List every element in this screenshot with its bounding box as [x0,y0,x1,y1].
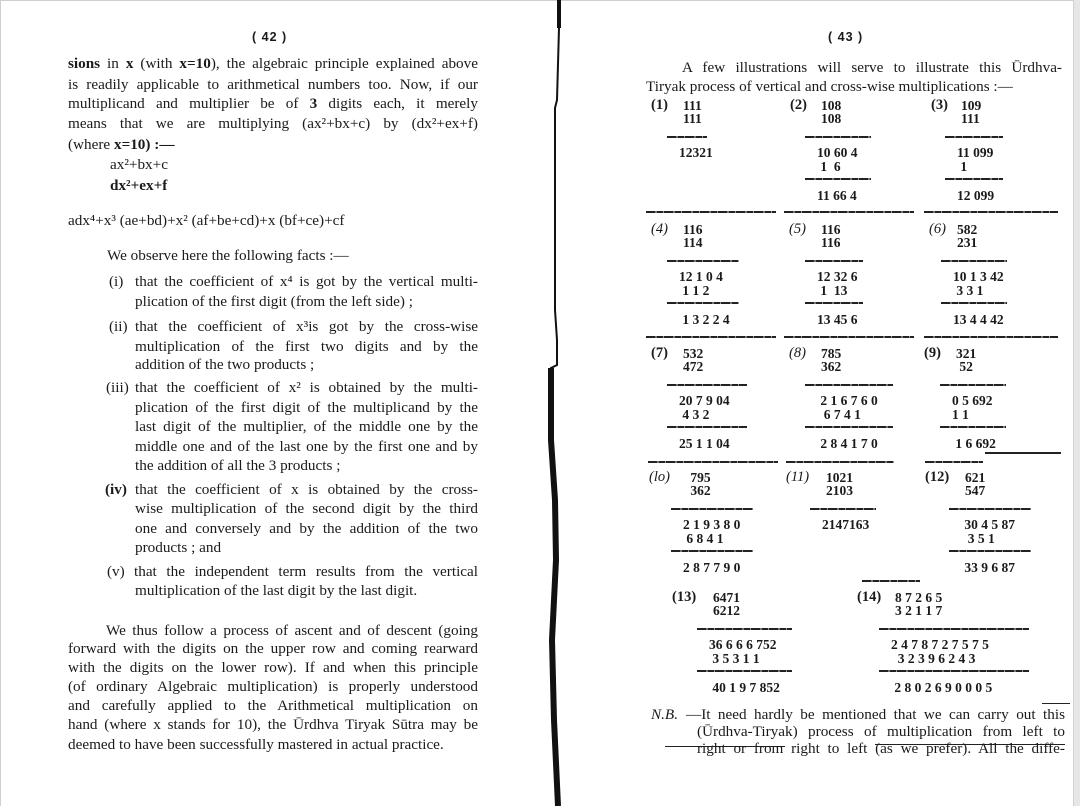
example-partial-product: 12321 [679,145,713,160]
example-multiplier: 362 [687,483,711,498]
sum-rule [805,426,893,428]
row-separator [784,336,914,338]
underline-rule [1042,703,1070,704]
opening-line-4: means that we are multiplying (ax²+bx+c) by (dx²+ex+f) [68,115,478,132]
intro-line-1: A few illustrations will serve to illustrate this Ūrdhva- [682,59,1062,76]
example-carry: 6 7 4 1 [817,407,861,422]
example-result: 2 8 4 1 7 0 [817,436,878,451]
fact-line: that the coefficient of x³is got by the cross-wise [135,318,478,335]
example-result: 25 1 1 04 [679,436,730,451]
fact-number: (v) [107,563,125,580]
example-result: 1 6 692 [952,436,996,451]
sum-rule [941,260,1007,262]
example-multiplicand: 321 [956,346,977,361]
sum-rule [940,426,1006,428]
example-multiplier: 114 [683,235,703,250]
example-partial-product: 2 4 7 8 7 2 7 5 7 5 [891,637,989,652]
example-multiplicand: 108 [821,98,842,113]
example-multiplier: 3 2 1 1 7 [895,603,943,618]
example-partial-product: 30 4 5 87 [961,517,1015,532]
sum-rule [667,260,739,262]
closing-line: and carefully applied to the Arithmetical multiplication on [68,697,478,714]
example-multiplicand: 785 [821,346,842,361]
fact-line: one and conversely and by the addition of the two [135,520,478,537]
fact-line: middle one and of the last one by the first one and by [135,438,478,455]
example-multiplicand: 116 [683,222,703,237]
example-label: (lo) [649,469,670,485]
sum-rule [805,384,893,386]
example-result: 13 4 4 42 [953,312,1004,327]
row-separator [925,461,983,463]
row-separator [784,211,914,213]
nb-line: right or from right to left (as we prefer). All the diffe- [697,740,1065,757]
sum-rule [667,384,747,386]
example-multiplicand: 116 [821,222,841,237]
example-multiplicand: 582 [957,222,978,237]
example-partial-product: 12 32 6 [817,269,858,284]
example-carry: 1 1 [952,407,969,422]
sum-rule [667,302,739,304]
sum-rule [805,260,863,262]
nb-label: N.B. [651,706,679,723]
example-label: (1) [651,97,668,113]
row-separator [646,336,776,338]
nb-line: (Ūrdhva-Tiryak) process of multiplication from left to [697,723,1065,740]
example-result: 13 45 6 [817,312,858,327]
fact-line: addition of the two products ; [135,356,315,373]
example-label: (2) [790,97,807,113]
example-multiplier: 111 [961,111,980,126]
example-carry: 3 3 1 [953,283,984,298]
example-multiplicand: 621 [965,470,986,485]
example-result: 2 8 7 7 9 0 [683,560,741,575]
example-partial-product: 2147163 [822,517,870,532]
fact-line: that the coefficient of x is obtained by the cross- [135,481,478,498]
sum-rule [879,628,1029,630]
fact-line: plication of the first digit of the multiplicand by the [135,399,478,416]
example-partial-product: 11 099 [957,145,994,160]
sum-rule [805,136,871,138]
example-label: (14) [857,589,882,605]
closing-line: forward with the digits on the upper row and coming rearward [68,640,478,657]
example-carry: 1 1 2 [679,283,710,298]
example-result: 12 099 [957,188,995,203]
example-multiplier: 472 [683,359,704,374]
fact-line: last digit of the multiplier, of the middle one by the [135,418,478,435]
closing-line: with the digits on the lower row). If and when this principle [68,659,478,676]
sum-rule [941,302,1007,304]
fact-line: the addition of all the 3 products ; [135,457,341,474]
example-multiplier: 111 [683,111,702,126]
page-number: ( 42 ) [252,30,288,44]
row-separator [786,461,894,463]
opening-line-5: (where x=10) :— [68,136,175,153]
example-partial-product: 12 1 0 4 [679,269,723,284]
sum-rule [805,302,863,304]
example-multiplicand: 795 [687,470,711,485]
sum-rule [671,508,753,510]
example-multiplicand: 109 [961,98,982,113]
example-label: (12) [925,469,950,485]
row-separator [648,461,778,463]
example-carry: 3 5 1 [961,531,995,546]
closing-line: We thus follow a process of ascent and of descent (going [106,622,478,639]
example-multiplier: 2103 [826,483,853,498]
example-multiplier: 108 [821,111,842,126]
closing-line: deemed to have been successfully mastered in actual practice. [68,736,444,753]
fact-line: multiplication of the last digit by the last digit. [135,582,418,599]
sum-rule [949,508,1031,510]
example-label: (8) [789,345,806,361]
example-label: (5) [789,221,806,237]
example-carry: 1 [957,159,968,174]
sum-rule [945,136,1003,138]
sum-rule [805,178,871,180]
example-multiplicand: 111 [683,98,702,113]
example-result: 1 3 2 2 4 [679,312,730,327]
fact-line: multiplication of the first two digits and by the [135,338,478,355]
example-multiplicand: 532 [683,346,704,361]
row-separator [862,580,920,582]
sum-rule [667,136,707,138]
example-multiplier: 116 [821,235,841,250]
example-label: (7) [651,345,668,361]
row-separator [646,211,776,213]
example-partial-product: 20 7 9 04 [679,393,730,408]
closing-line: (of ordinary Algebraic multiplication) is properly understood [68,678,478,695]
sum-rule [697,628,792,630]
example-result: 33 9 6 87 [961,560,1015,575]
fact-line: wise multiplication of the second digit by the third [135,500,478,517]
example-carry: 3 5 3 1 1 [709,651,760,666]
example-multiplier: 362 [821,359,842,374]
sum-rule [879,670,1029,672]
sum-rule [940,384,1006,386]
sum-rule [667,426,747,428]
sum-rule [945,178,1003,180]
example-multiplier: 547 [965,483,986,498]
example-carry: 1 6 [817,159,841,174]
sum-rule [671,550,753,552]
example-multiplier: 231 [957,235,978,250]
fact-number: (iv) [105,481,127,498]
intro-line-2: Tiryak process of vertical and cross-wise multiplications :— [646,78,1013,95]
row-separator [924,336,1058,338]
fact-line: that the coefficient of x⁴ is got by the vertical multi- [135,273,478,290]
fact-number: (ii) [109,318,128,335]
example-label: (6) [929,221,946,237]
example-label: (13) [672,589,697,605]
product-expansion: adx⁴+x³ (ae+bd)+x² (af+be+cd)+x (bf+ce)+cf [68,212,345,229]
example-partial-product: 36 6 6 6 752 [709,637,777,652]
example-label: (3) [931,97,948,113]
example-carry: 3 2 3 9 6 2 4 3 [891,651,976,666]
example-carry: 1 13 [817,283,848,298]
fact-number: (i) [109,273,124,290]
sum-rule [949,550,1031,552]
closing-line: hand (where x stands for 10), the Ūrdhva Tiryak Sūtra may be [68,716,478,733]
facts-intro: We observe here the following facts :— [107,247,349,264]
example-label: (9) [924,345,941,361]
example-multiplicand: 6471 [713,590,740,605]
row-separator [924,211,1058,213]
page-number: ( 43 ) [828,30,864,44]
polynomial-multiplier: dx²+ex+f [110,177,168,194]
example-result: 2 8 0 2 6 9 0 0 0 5 [891,680,993,695]
example-multiplicand: 1021 [826,470,853,485]
example-label: (4) [651,221,668,237]
fact-line: products ; and [135,539,222,556]
example-partial-product: 10 60 4 [817,145,858,160]
polynomial-multiplicand: ax²+bx+c [110,156,168,173]
sum-rule [697,670,792,672]
example-multiplier: 6212 [713,603,740,618]
opening-line-2: is readily applicable to arithmetical numbers too. Now, if our [68,76,478,93]
row-separator [985,452,1061,454]
opening-line-3: multiplicand and multiplier be of 3 digits each, it merely [68,95,478,112]
fact-line: plication of the first digit (from the left side) ; [135,293,413,310]
example-result: 40 1 9 7 852 [709,680,780,695]
fact-line: that the coefficient of x² is obtained by the multi- [135,379,478,396]
example-partial-product: 10 1 3 42 [953,269,1004,284]
example-multiplicand: 8 7 2 6 5 [895,590,943,605]
example-partial-product: 2 1 9 3 8 0 [683,517,741,532]
example-carry: 4 3 2 [679,407,710,422]
example-label: (11) [786,469,810,485]
fact-number: (iii) [106,379,129,396]
nb-line: —It need hardly be mentioned that we can carry out this [686,706,1065,723]
example-carry: 6 8 4 1 [683,531,724,546]
sum-rule [810,508,876,510]
fact-line: that the independent term results from the vertical [134,563,478,580]
example-partial-product: 2 1 6 7 6 0 [817,393,878,408]
example-result: 11 66 4 [817,188,857,203]
example-multiplier: 52 [956,359,973,374]
example-partial-product: 0 5 692 [952,393,993,408]
opening-line-1: sions in x (with x=10), the algebraic principle explained above [68,55,478,72]
